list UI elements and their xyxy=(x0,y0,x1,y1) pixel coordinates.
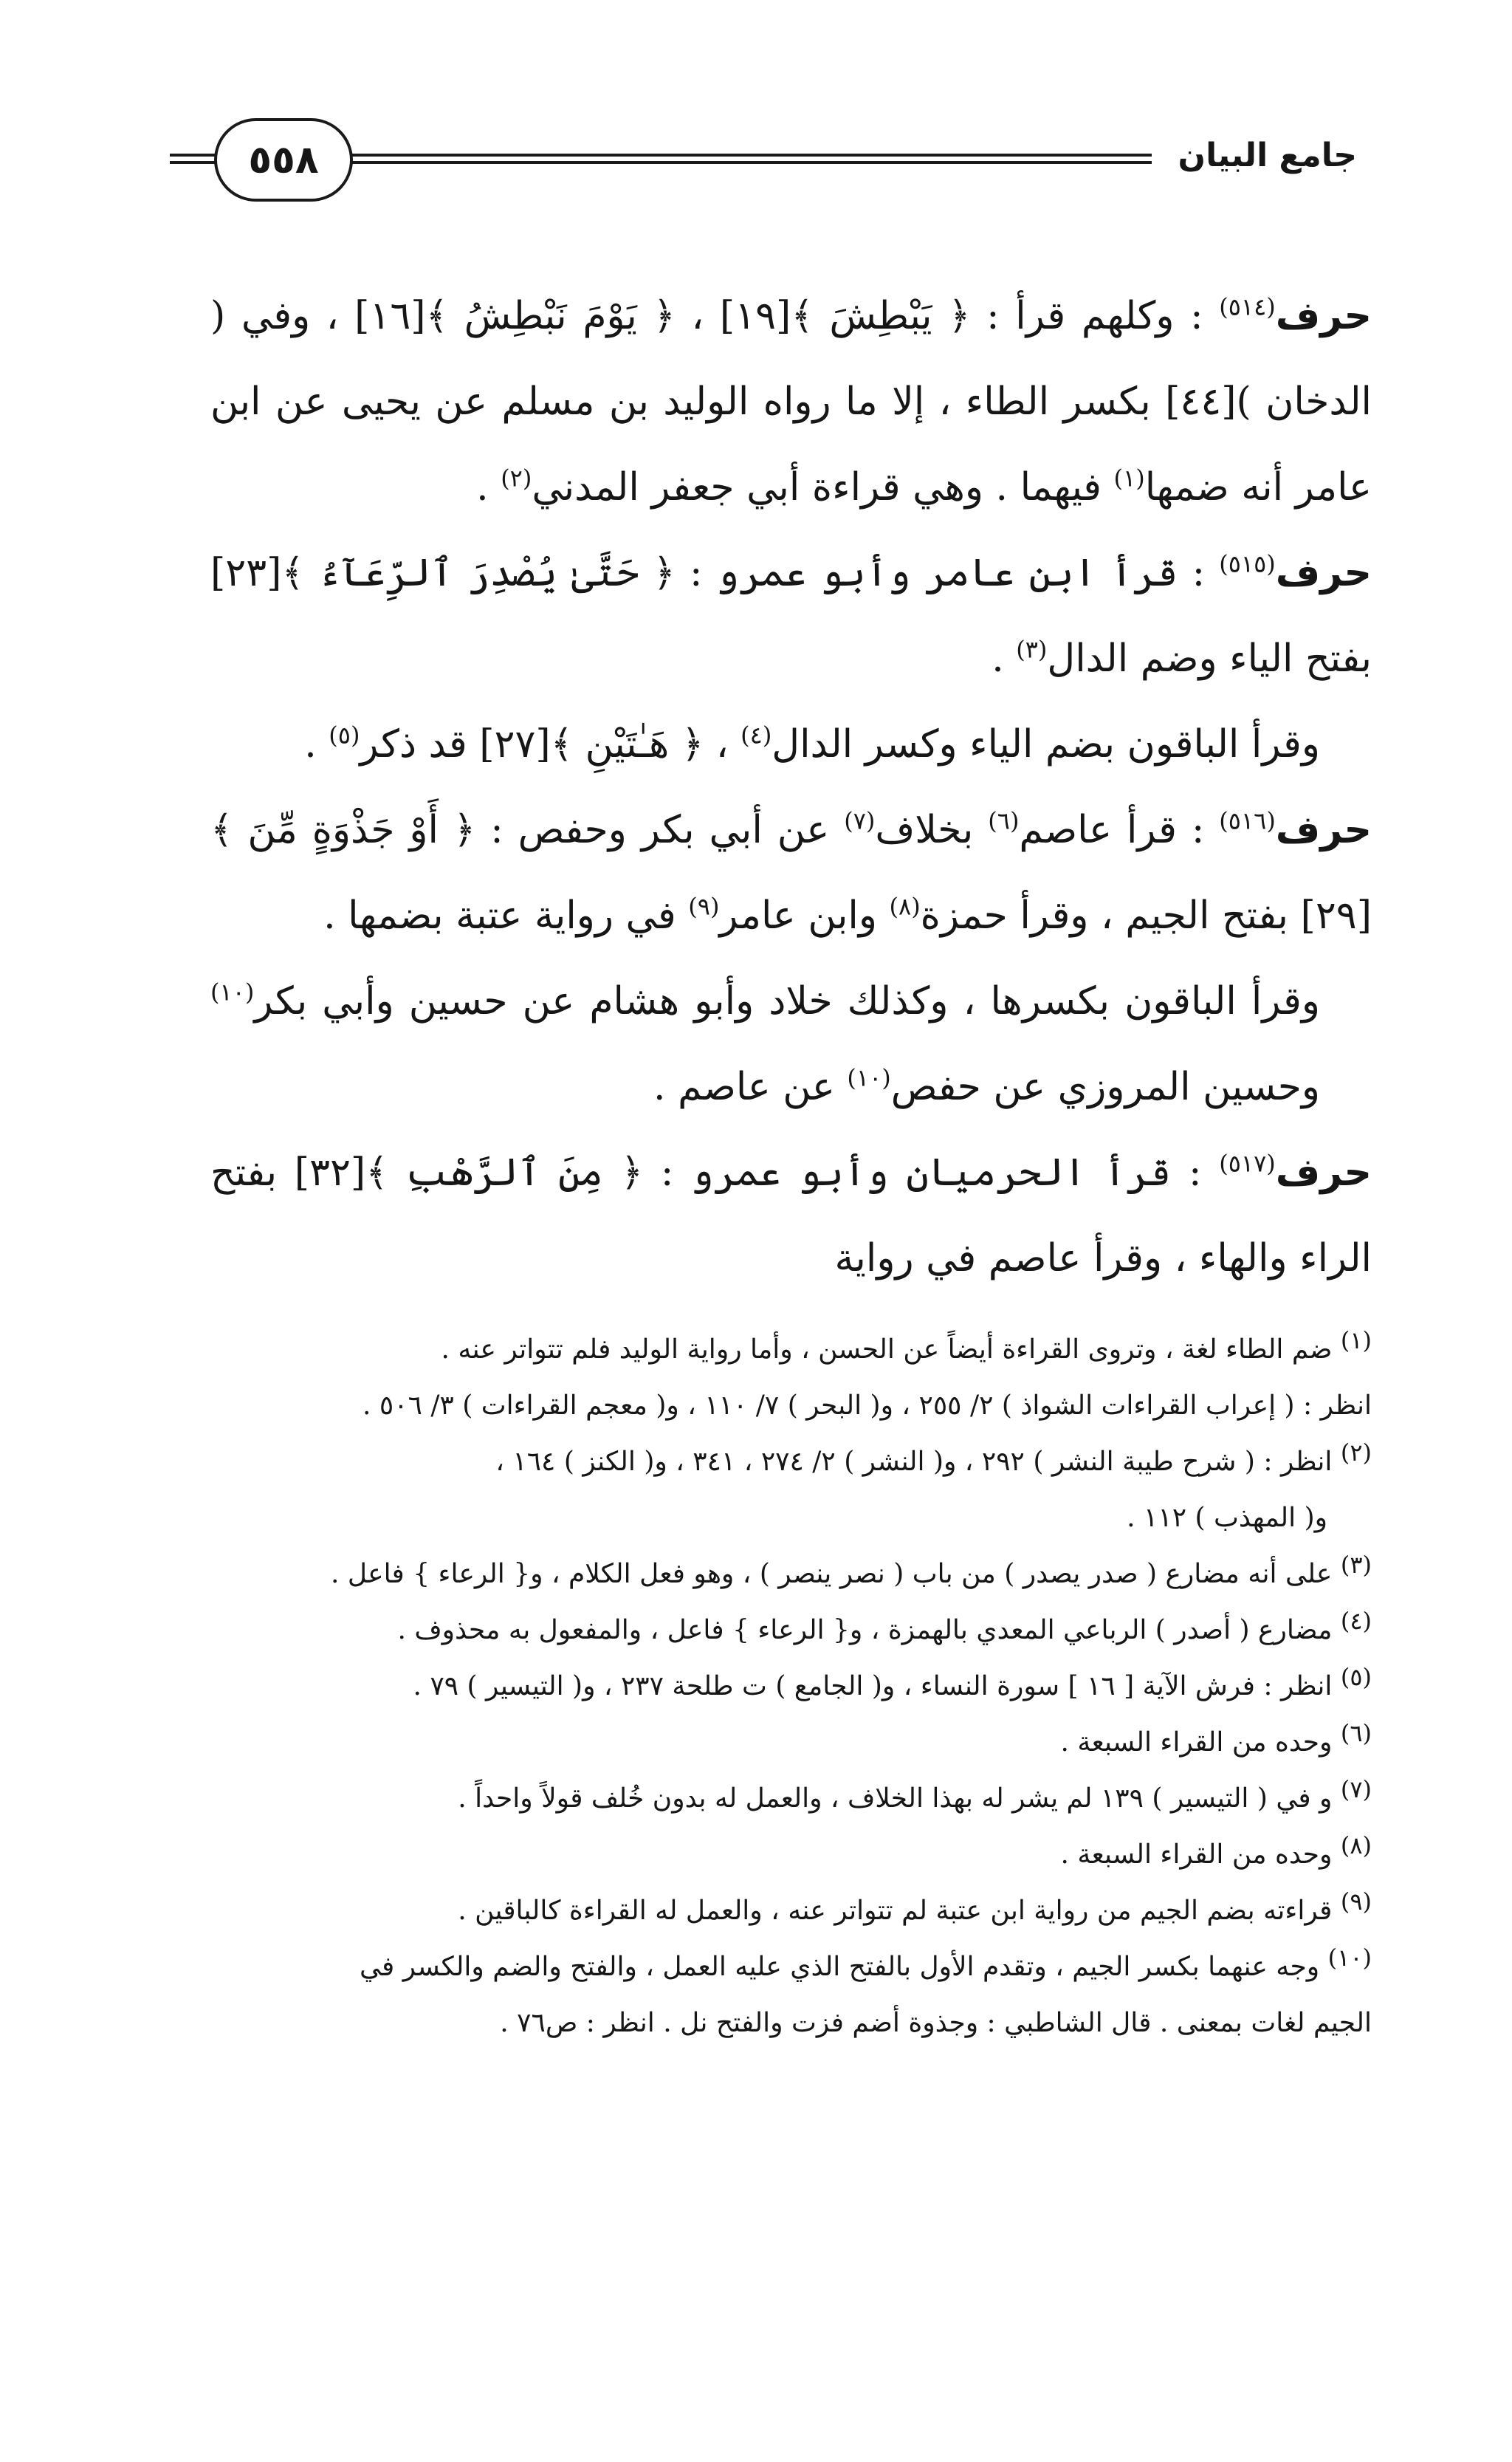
harf-number: (٥١٤) xyxy=(1219,292,1276,321)
page-number-badge xyxy=(214,118,353,202)
harf-number: (٥١٧) xyxy=(1219,1149,1276,1178)
paragraph-text: في رواية عتبة بضمها . xyxy=(323,894,676,938)
footnote-text: ضم الطاء لغة ، وتروى القراءة أيضاً عن الحسن ، وأما رواية الوليد فلم تتواتر عنه . xyxy=(441,1334,1333,1365)
footnote-7 xyxy=(210,1771,1372,1827)
footnote-marker[interactable]: (١) xyxy=(1113,464,1145,493)
footnote-text: قراءته بضم الجيم من رواية ابن عتبة لم تتواتر عنه ، والعمل له القراءة كالباقين . xyxy=(458,1896,1333,1926)
footnote-text: الجيم لغات بمعنى . قال الشاطبي : وجذوة أضم فزت والفتح نل . انظر : ص٧٦ . xyxy=(500,2008,1372,2038)
footnote-number: (٩) xyxy=(1340,1887,1372,1916)
footnote-number: (١) xyxy=(1340,1326,1372,1354)
paragraph-others-reading xyxy=(210,702,1372,787)
paragraph-text: عن أبي بكر وحفص : ﴿ أَوْ جَذْوَةٍ مِّنَ ﴾[٢٩] بفتح الجيم ، وقرأ حمزة xyxy=(210,808,1372,938)
footnote-text: وحده من القراء السبعة . xyxy=(1060,1727,1333,1758)
footnote-marker[interactable]: (٥) xyxy=(329,721,360,750)
footnote-4 xyxy=(210,1602,1372,1659)
footnote-5 xyxy=(210,1659,1372,1715)
paragraph-harf-517 xyxy=(210,1130,1372,1301)
harf-label: حرف xyxy=(1275,1151,1372,1195)
footnote-3 xyxy=(210,1546,1372,1602)
paragraph-harf-515 xyxy=(210,530,1372,702)
main-text xyxy=(210,273,1372,1301)
paragraph-end: . xyxy=(476,465,489,510)
header-rule-right xyxy=(332,154,1152,157)
harf-number: (٥١٦) xyxy=(1219,806,1276,835)
footnote-text: انظر : ( إعراب القراءات الشواذ ) ٢/ ٢٥٥ ، و( البحر ) ٧/ ١١٠ ، و( معجم القراءات ) ٣/ ٥٠٦ . xyxy=(362,1391,1372,1421)
footnote-marker[interactable]: (٧) xyxy=(844,806,876,835)
harf-label: حرف xyxy=(1275,808,1372,852)
harf-label: حرف xyxy=(1275,551,1372,595)
footnote-10 xyxy=(210,1939,1372,1995)
footnote-marker[interactable]: (٨) xyxy=(889,892,921,921)
footnote-number: (١٠) xyxy=(1327,1944,1372,1972)
paragraph-others-kasra xyxy=(210,959,1372,1130)
footnote-8 xyxy=(210,1827,1372,1883)
paragraph-text: فيهما . وهي قراءة أبي جعفر المدني xyxy=(532,465,1102,510)
footnote-number: (٢) xyxy=(1340,1439,1372,1467)
footnote-2-continued xyxy=(210,1490,1372,1546)
footnote-text: وجه عنهما بكسر الجيم ، وتقدم الأول بالفتح الذي عليه العمل ، والفتح والضم والكسر في xyxy=(359,1952,1320,1982)
footnote-text: و في ( التيسير ) ١٣٩ لم يشر له بهذا الخلاف ، والعمل له بدون خُلف قولاً واحداً . xyxy=(458,1783,1333,1814)
footnote-text: وحده من القراء السبعة . xyxy=(1060,1839,1333,1870)
book-title: جامع البيان xyxy=(1178,137,1357,174)
footnote-text: مضارع ( أصدر ) الرباعي المعدي بالهمزة ، و{ الرعاء } فاعل ، والمفعول به محذوف . xyxy=(397,1615,1333,1645)
footnote-1 xyxy=(210,1322,1372,1378)
paragraph-text: : وكلهم قرأ : ﴿ يَبْطِشَ ﴾[١٩] ، ﴿ يَوْمَ نَبْطِشُ ﴾[١٦] ، وفي ( الدخان )[٤٤] بكسر الطاء ، إلا ما رواه الوليد بن مسلم عن يحيى عن ابن عامر أنه ضمها xyxy=(210,294,1372,510)
footnote-marker[interactable]: (٣) xyxy=(1016,635,1048,664)
paragraph-text: : قرأ الحرميان وأبو عمرو : ﴿ مِنَ ٱلرَّهْبِ ﴾[٣٢] بفتح الراء والهاء ، وقرأ عاصم في رواية xyxy=(210,1151,1372,1280)
paragraph-text: عن عاصم . xyxy=(653,1065,835,1109)
paragraph-text: ، ﴿ هَـٰتَيْنِ ﴾[٢٧] قد ذكر xyxy=(360,722,729,767)
footnote-number: (٤) xyxy=(1340,1607,1372,1635)
footnote-text: و( المهذب ) ١١٢ . xyxy=(1127,1503,1327,1533)
paragraph-text: وقرأ الباقون بكسرها ، وكذلك خلاد وأبو هشام عن حسين وأبي بكر xyxy=(254,979,1320,1023)
paragraph-text: : قرأ ابن عامر وأبو عمرو : ﴿ حَتَّىٰ يُصْدِرَ ٱلرِّعَآءُ ﴾[٢٣] بفتح الياء وضم الدال xyxy=(210,551,1372,681)
paragraph-text: : قرأ عاصم xyxy=(1019,808,1205,852)
footnote-6 xyxy=(210,1715,1372,1771)
header-rule-right-2 xyxy=(332,161,1152,164)
footnote-text: انظر : ( شرح طيبة النشر ) ٢٩٢ ، و( النشر ) ٢/ ٢٧٤ ، ٣٤١ ، و( الكنز ) ١٦٤ ، xyxy=(495,1447,1333,1477)
footnote-10-continued xyxy=(210,1995,1372,2051)
footnote-9 xyxy=(210,1883,1372,1939)
paragraph-harf-516 xyxy=(210,787,1372,959)
paragraph-end: . xyxy=(304,722,317,767)
footnote-number: (٣) xyxy=(1340,1551,1372,1579)
footnote-number: (٥) xyxy=(1340,1663,1372,1691)
paragraph-text: وحسين المروزي عن حفص xyxy=(890,1065,1320,1109)
footnote-marker[interactable]: (٤) xyxy=(740,721,772,750)
footnote-number: (٧) xyxy=(1340,1775,1372,1803)
harf-number: (٥١٥) xyxy=(1219,549,1276,578)
footnote-number: (٨) xyxy=(1340,1831,1372,1859)
footnotes xyxy=(210,1322,1372,2051)
harf-label: حرف xyxy=(1275,294,1372,338)
footnote-1-continued xyxy=(210,1378,1372,1434)
footnote-marker[interactable]: (٢) xyxy=(501,464,532,493)
page-number: ٥٥٨ xyxy=(248,137,319,182)
paragraph-harf-514 xyxy=(210,273,1372,530)
paragraph-text: وابن عامر xyxy=(719,894,877,938)
footnote-text: انظر : فرش الآية [ ١٦ ] سورة النساء ، و( الجامع ) ت طلحة ٢٣٧ ، و( التيسير ) ٧٩ . xyxy=(413,1671,1333,1701)
footnote-text: على أنه مضارع ( صدر يصدر ) من باب ( نصر ينصر ) ، وهو فعل الكلام ، و{ الرعاء } فاعل . xyxy=(330,1559,1333,1589)
paragraph-end: . xyxy=(992,637,1004,681)
paragraph-text: وقرأ الباقون بضم الياء وكسر الدال xyxy=(772,722,1320,767)
footnote-marker[interactable]: (١٠) xyxy=(847,1063,891,1092)
paragraph-text: بخلاف xyxy=(875,808,974,852)
footnote-2 xyxy=(210,1434,1372,1490)
footnote-marker[interactable]: (٦) xyxy=(988,806,1020,835)
footnote-marker[interactable]: (١٠) xyxy=(210,978,255,1007)
footnote-marker[interactable]: (٩) xyxy=(688,892,720,921)
footnote-number: (٦) xyxy=(1340,1719,1372,1747)
